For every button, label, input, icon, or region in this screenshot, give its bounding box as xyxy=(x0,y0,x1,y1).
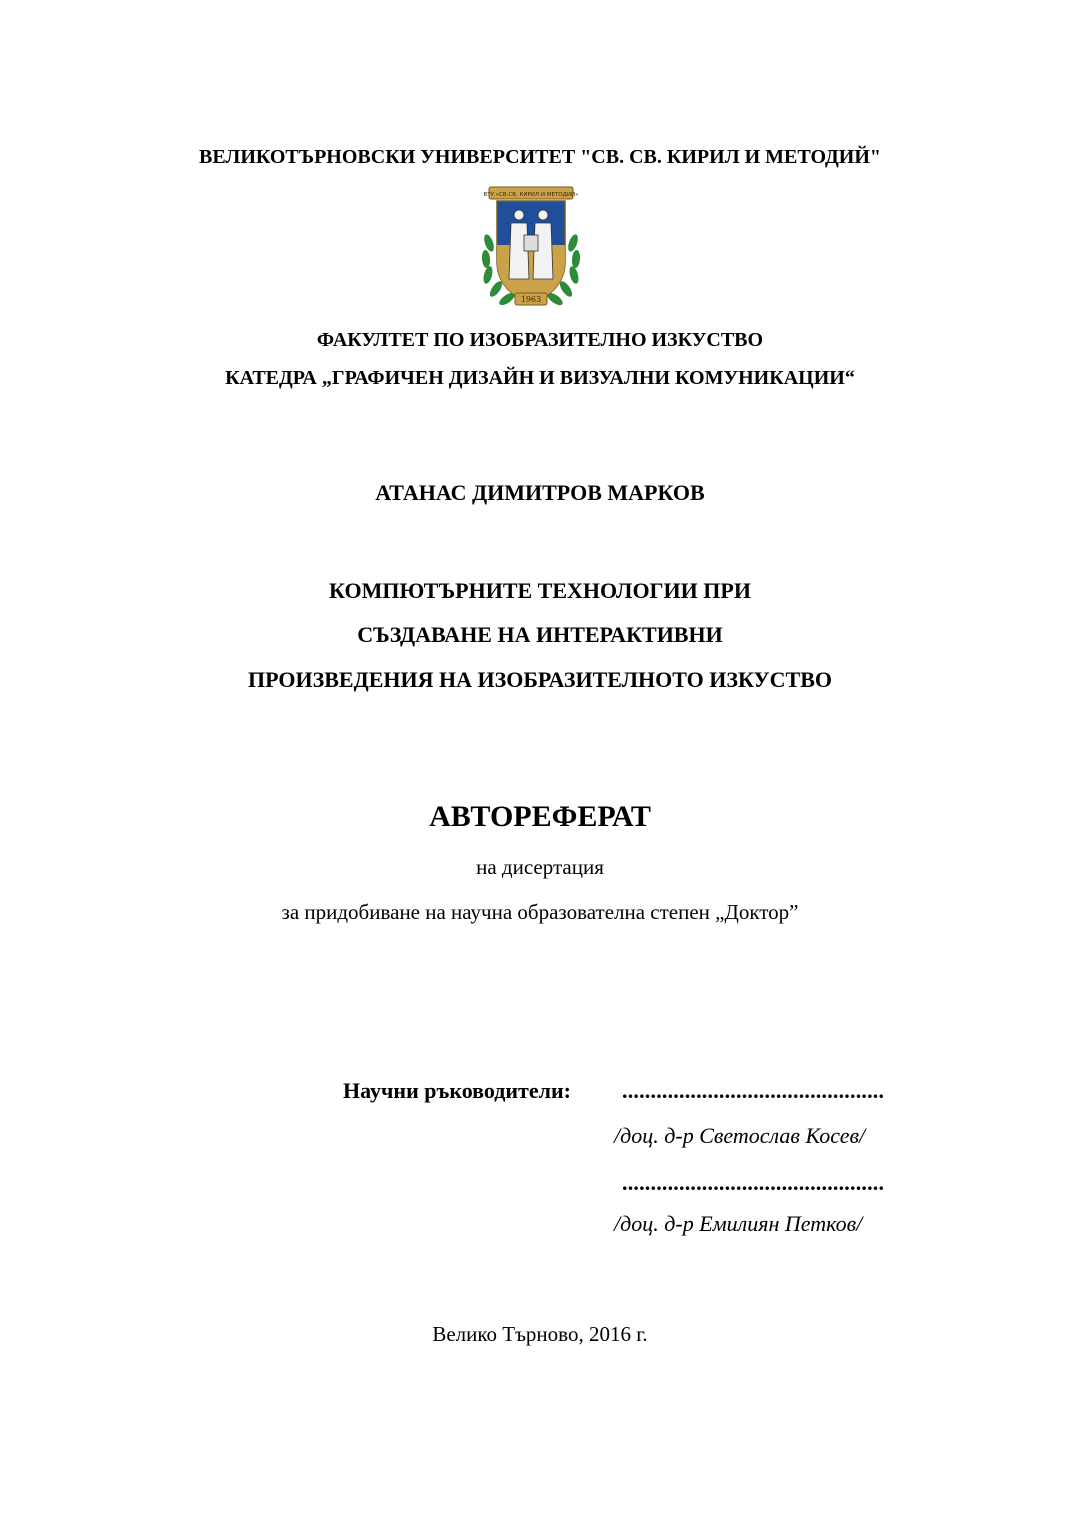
thesis-title-line: СЪЗДАВАНЕ НА ИНТЕРАКТИВНИ xyxy=(357,622,723,647)
thesis-title-line: КОМПЮТЪРНИТЕ ТЕХНОЛОГИИ ПРИ xyxy=(329,578,751,603)
place-and-date: Велико Търново, 2016 г. xyxy=(432,1322,648,1346)
university-name: ВЕЛИКОТЪРНОВСКИ УНИВЕРСИТЕТ "СВ. СВ. КИРИЛ И МЕТОДИЙ" xyxy=(199,146,881,168)
author-name: АТАНАС ДИМИТРОВ МАРКОВ xyxy=(375,480,705,505)
document-type-heading: АВТОРЕФЕРАТ xyxy=(429,800,651,833)
supervisor-name: /доц. д-р Емилиян Петков/ xyxy=(614,1211,863,1236)
subtitle-line: на дисертация xyxy=(476,855,604,879)
university-crest-logo xyxy=(475,183,587,315)
crest-year: 1963 xyxy=(520,295,542,304)
supervisors-label: Научни ръководители: xyxy=(343,1078,571,1103)
faculty-name: ФАКУЛТЕТ ПО ИЗОБРАЗИТЕЛНО ИЗКУСТВО xyxy=(316,329,764,351)
crest-ribbon-text: ВТУ «СВ.СВ. КИРИЛ И МЕТОДИЙ» xyxy=(483,192,579,198)
supervisor-name: /доц. д-р Светослав Косев/ xyxy=(614,1123,866,1148)
signature-line: .............................................. xyxy=(622,1078,885,1103)
signature-line: .............................................. xyxy=(622,1170,885,1195)
thesis-title-line: ПРОИЗВЕДЕНИЯ НА ИЗОБРАЗИТЕЛНОТО ИЗКУСТВО xyxy=(248,667,832,692)
subtitle-line: за придобиване на научна образователна степен „Доктор” xyxy=(281,900,799,924)
department-name: КАТЕДРА „ГРАФИЧЕН ДИЗАЙН И ВИЗУАЛНИ КОМУНИКАЦИИ“ xyxy=(225,367,855,389)
